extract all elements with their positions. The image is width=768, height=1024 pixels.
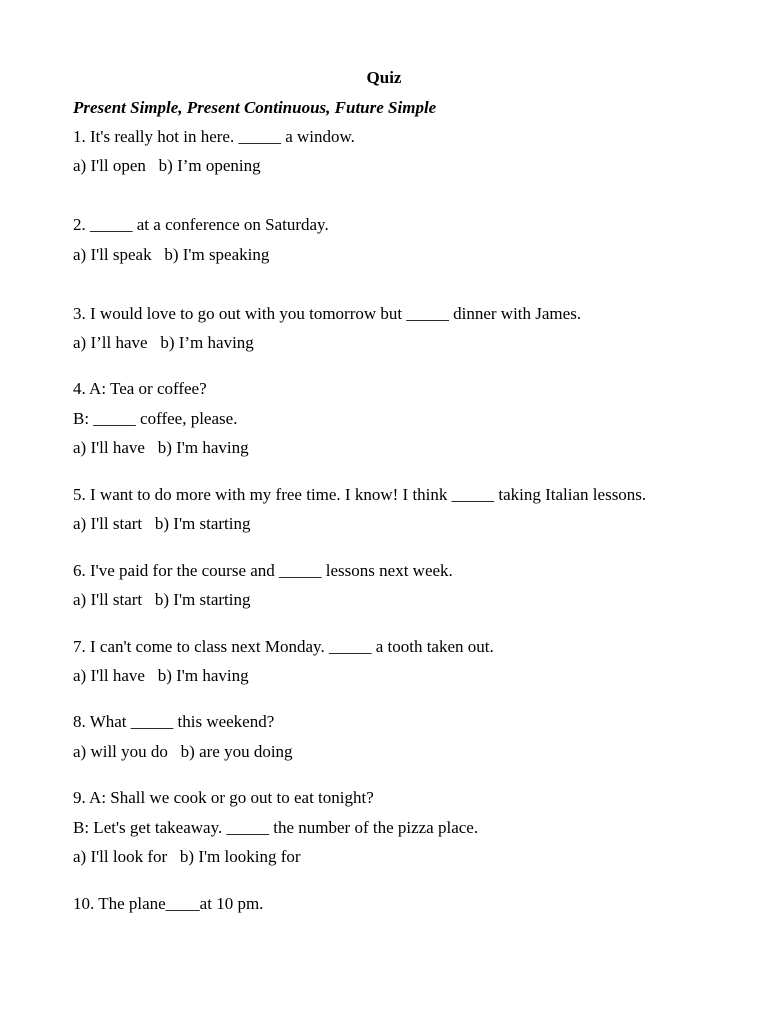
quiz-subtitle: Present Simple, Present Continuous, Future Simple (73, 98, 437, 117)
question-9-options: a) I'll look for b) I'm looking for (73, 847, 301, 866)
question-4-options: a) I'll have b) I'm having (73, 438, 249, 457)
question-1-text: 1. It's really hot in here. _____ a window. (73, 127, 355, 146)
question-3-options: a) I’ll have b) I’m having (73, 333, 254, 352)
question-5-text: 5. I want to do more with my free time. I know! I think _____ taking Italian lessons. (73, 485, 647, 504)
question-3-text: 3. I would love to go out with you tomorrow but _____ dinner with James. (73, 304, 582, 323)
question-6-options: a) I'll start b) I'm starting (73, 590, 251, 609)
question-9-text: 9. A: Shall we cook or go out to eat tonight? (73, 788, 374, 807)
question-8-options: a) will you do b) are you doing (73, 742, 293, 761)
question-7-text: 7. I can't come to class next Monday. _____ a tooth taken out. (73, 637, 494, 656)
question-6-text: 6. I've paid for the course and _____ lessons next week. (73, 561, 453, 580)
question-2-text: 2. _____ at a conference on Saturday. (73, 215, 329, 234)
question-4-text-line-2: B: _____ coffee, please. (73, 409, 238, 428)
question-4-text: 4. A: Tea or coffee? (73, 379, 207, 398)
question-10-text: 10. The plane____at 10 pm. (73, 894, 264, 913)
question-9-text-line-2: B: Let's get takeaway. _____ the number of the pizza place. (73, 818, 479, 837)
quiz-title: Quiz (366, 68, 402, 87)
question-2-options: a) I'll speak b) I'm speaking (73, 245, 270, 264)
question-5-options: a) I'll start b) I'm starting (73, 514, 251, 533)
question-7-options: a) I'll have b) I'm having (73, 666, 249, 685)
question-1-options: a) I'll open b) I’m opening (73, 156, 261, 175)
question-8-text: 8. What _____ this weekend? (73, 712, 275, 731)
